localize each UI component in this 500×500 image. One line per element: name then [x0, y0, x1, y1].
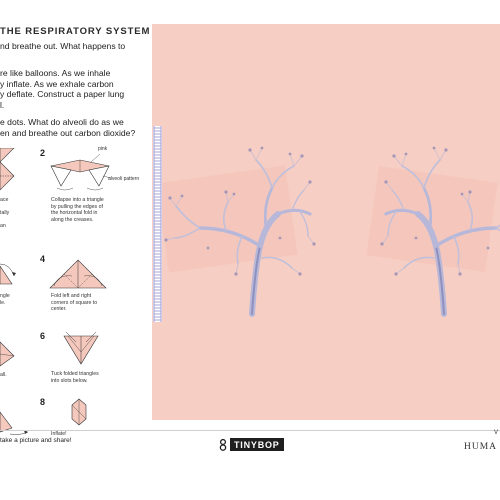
- intro-paragraph-1: nd breathe out. What happens to: [0, 41, 126, 51]
- bronchial-tree-illustration: [152, 24, 500, 420]
- step-2-diagram: [45, 150, 115, 194]
- page-title: THE RESPIRATORY SYSTEM: [0, 26, 151, 37]
- step-1-text: ace tally an: [0, 197, 10, 230]
- footer-right-top-text: V: [494, 430, 499, 436]
- step-6-number: 6: [40, 331, 46, 341]
- step-4-number: 4: [40, 254, 46, 264]
- step-6-diagram: [60, 330, 102, 366]
- step-4-diagram: [48, 256, 108, 292]
- alveoli-pattern-callout: alveoli pattern: [108, 176, 140, 182]
- step-8-text: Inflate!: [51, 431, 67, 437]
- share-note: take a picture and share!: [0, 437, 72, 444]
- footer-right-text: HUMA: [464, 442, 498, 452]
- step-8-diagram: [70, 397, 88, 427]
- tinybop-mark-icon: [219, 439, 227, 451]
- intro-paragraph-3: e dots. What do alveoli do as we en and breathe out carbon dioxide?: [0, 117, 136, 138]
- pink-callout: pink: [98, 146, 108, 152]
- ladder-strip: [153, 126, 162, 322]
- step-7-diagram: [0, 408, 30, 438]
- step-4-text: Fold left and right corners of square to center.: [51, 293, 98, 313]
- step-2-number: 2: [40, 148, 46, 158]
- step-3-text: ngle le.: [0, 293, 10, 306]
- step-8-number: 8: [40, 397, 46, 407]
- lung-pattern-panel: [152, 24, 500, 420]
- step-5-diagram: [0, 340, 18, 368]
- footer-divider: [0, 430, 500, 431]
- intro-paragraph-2: re like balloons. As we inhale y inflate. As we exhale carbon y deflate. Construct a paper lung l.: [0, 68, 125, 110]
- tinybop-logo: [219, 438, 284, 451]
- step-5-text: all.: [0, 372, 7, 378]
- step-6-text: Tuck folded triangles into slots below.: [51, 371, 99, 384]
- step-2-text: Collapse into a triangle by pulling the edges of the horizontal fold in along the creases.: [51, 197, 104, 223]
- step-1-diagram: [0, 148, 22, 194]
- step-3-diagram: [0, 262, 20, 292]
- tinybop-wordmark: TINYBOP: [230, 438, 284, 451]
